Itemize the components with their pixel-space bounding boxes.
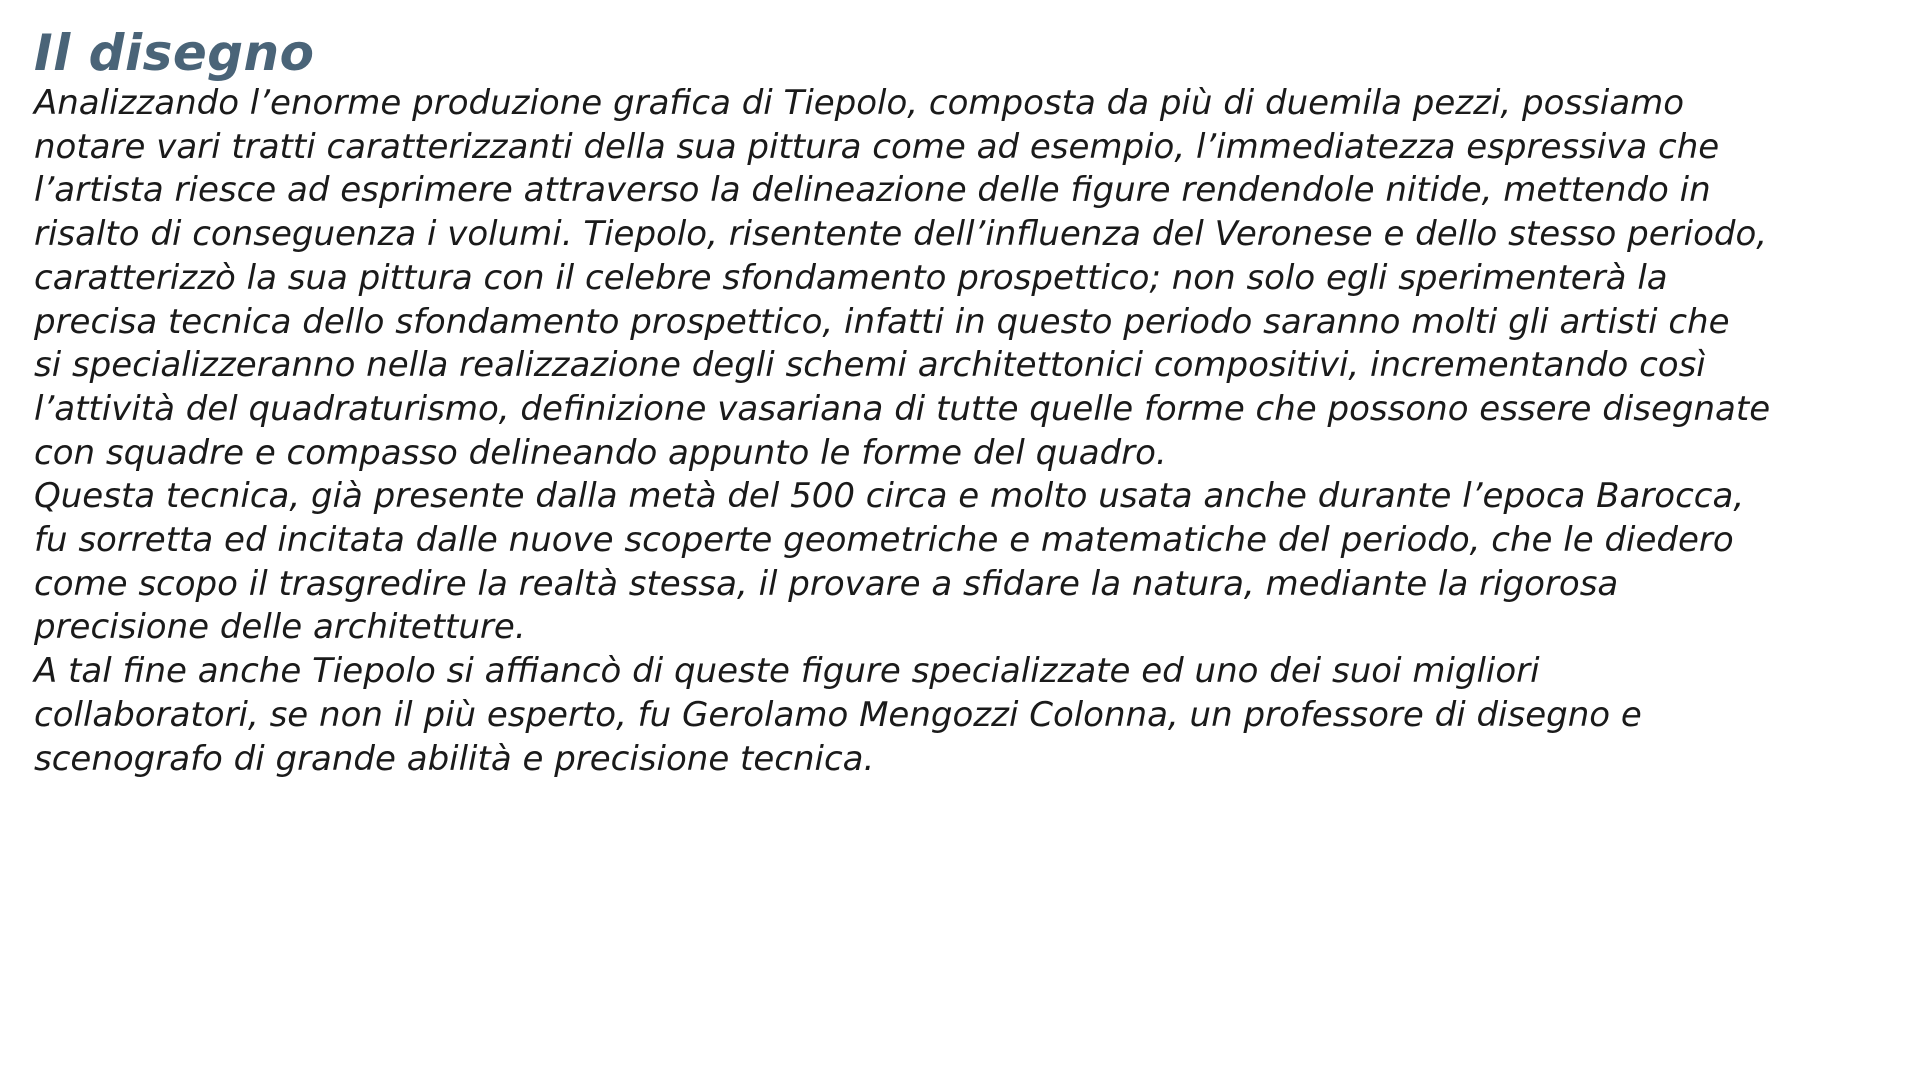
text-line: A tal fine anche Tiepolo si affiancò di queste figure specializzate ed uno dei suoi migliori: [34, 651, 1540, 692]
text-line: notare vari tratti caratterizzanti della sua pittura come ad esempio, l’immediatezza espressiva che: [34, 126, 1720, 167]
text-line: caratterizzò la sua pittura con il celebre sfondamento prospettico; non solo egli sperimenterà la: [34, 257, 1668, 298]
page-title: Il disegno: [34, 24, 315, 82]
text-line: precisione delle architetture.: [34, 607, 526, 648]
text-line: si specializzeranno nella realizzazione degli schemi architettonici compositivi, incrementando così: [34, 345, 1706, 386]
text-line: l’attività del quadraturismo, definizione vasariana di tutte quelle forme che possono essere disegnate: [34, 388, 1771, 429]
text-line: precisa tecnica dello sfondamento prospettico, infatti in questo periodo saranno molti gli artisti che: [34, 301, 1730, 342]
text-line: fu sorretta ed incitata dalle nuove scoperte geometriche e matematiche del periodo, che le diedero: [34, 520, 1734, 561]
text-line: collaboratori, se non il più esperto, fu Gerolamo Mengozzi Colonna, un professore di disegno e: [34, 694, 1642, 735]
text-line: Questa tecnica, già presente dalla metà del 500 circa e molto usata anche durante l’epoca Barocca,: [34, 476, 1745, 517]
text-line: Analizzando l’enorme produzione grafica di Tiepolo, composta da più di duemila pezzi, possiamo: [34, 83, 1685, 123]
body-text: [34, 82, 1904, 781]
text-line: scenografo di grande abilità e precisione tecnica.: [34, 738, 875, 779]
text-line: l’artista riesce ad esprimere attraverso la delineazione delle figure rendendole nitide, mettendo in: [34, 170, 1711, 211]
text-line: risalto di conseguenza i volumi. Tiepolo, risentente dell’influenza del Veronese e dello stesso periodo,: [34, 214, 1768, 255]
text-line: come scopo il trasgredire la realtà stessa, il provare a sfidare la natura, mediante la rigorosa: [34, 563, 1619, 604]
text-line: con squadre e compasso delineando appunto le forme del quadro.: [34, 432, 1167, 473]
